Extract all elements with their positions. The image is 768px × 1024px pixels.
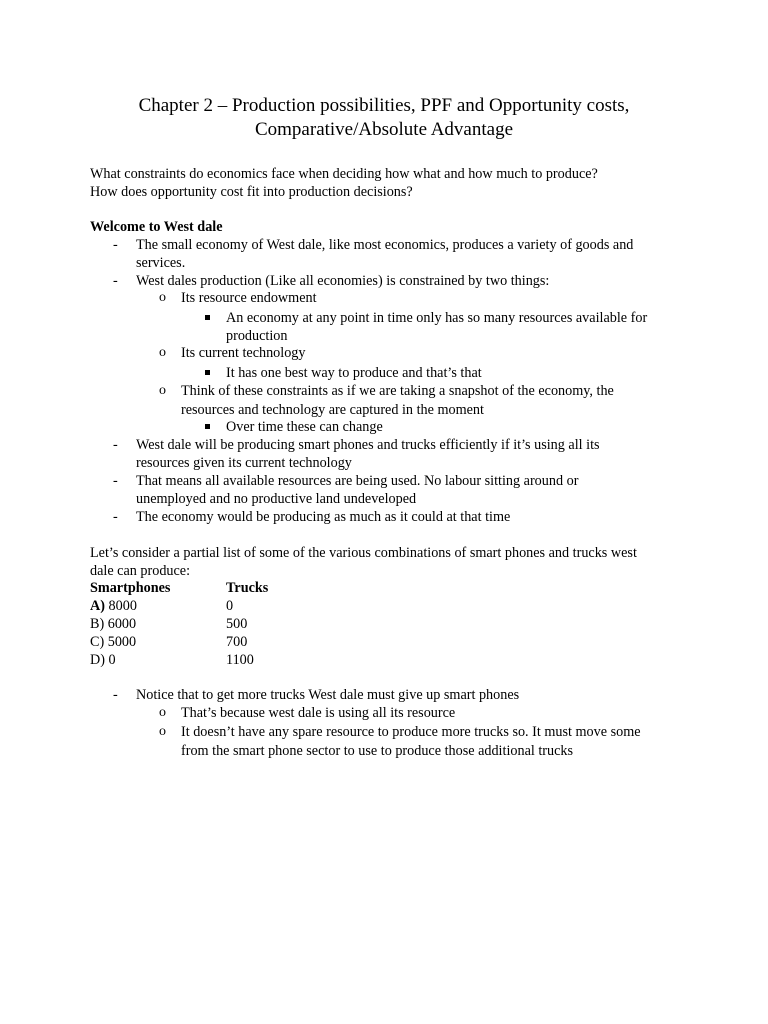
bullet-text: The small economy of West dale, like most economics, produces a variety of goods and: [136, 237, 634, 253]
circle-bullet: o: [159, 724, 166, 739]
row-smartphones: 0: [108, 652, 116, 668]
table-header-trucks: Trucks: [226, 580, 269, 596]
sub-bullet-text: Its resource endowment: [181, 290, 317, 306]
row-smartphones: 6000: [107, 616, 137, 632]
dash-bullet: -: [113, 273, 118, 289]
row-smartphones: 5000: [107, 634, 137, 650]
dash-bullet: -: [113, 237, 118, 253]
sub-bullet-text: Think of these constraints as if we are taking a snapshot of the economy, the: [181, 383, 614, 399]
square-bullet: [205, 424, 210, 429]
table-row: [90, 651, 116, 669]
sub-bullet-text: from the smart phone sector to use to produce those additional trucks: [181, 743, 574, 759]
page-title-line-1: Chapter 2 – Production possibilities, PPF and Opportunity costs,: [138, 95, 630, 116]
bullet-text: Notice that to get more trucks West dale must give up smart phones: [136, 687, 520, 703]
row-trucks: 0: [226, 598, 234, 614]
circle-bullet: o: [159, 290, 166, 305]
sub-bullet-text: Its current technology: [181, 345, 306, 361]
row-label: D): [90, 652, 105, 668]
combos-intro: dale can produce:: [90, 563, 191, 579]
square-bullet: [205, 370, 210, 375]
table-header-smartphones: Smartphones: [90, 580, 171, 596]
square-bullet: [205, 315, 210, 320]
bullet-text: resources given its current technology: [136, 455, 352, 471]
dash-bullet: -: [113, 473, 118, 489]
intro-question-1: What constraints do economics face when deciding how what and how much to produce?: [90, 166, 598, 182]
circle-bullet: o: [159, 705, 166, 720]
bullet-text: The economy would be producing as much as it could at that time: [136, 509, 511, 525]
intro-question-2: How does opportunity cost fit into production decisions?: [90, 184, 413, 200]
dash-bullet: -: [113, 437, 118, 453]
dash-bullet: -: [113, 509, 118, 525]
point-text: Over time these can change: [226, 419, 383, 435]
section-heading: Welcome to West dale: [90, 219, 223, 235]
combos-intro: Let’s consider a partial list of some of the various combinations of smart phones and trucks west: [90, 545, 637, 561]
page-title-line-2: Comparative/Absolute Advantage: [254, 119, 514, 140]
bullet-text: West dale will be producing smart phones and trucks efficiently if it’s using all its: [136, 437, 600, 453]
dash-bullet: -: [113, 687, 118, 703]
sub-bullet-text: resources and technology are captured in the moment: [181, 402, 484, 418]
circle-bullet: o: [159, 345, 166, 360]
bullet-text: That means all available resources are being used. No labour sitting around or: [136, 473, 579, 489]
row-trucks: 1100: [226, 652, 254, 668]
table-row: [90, 615, 136, 633]
bullet-text: unemployed and no productive land undeveloped: [136, 491, 417, 507]
point-text: It has one best way to produce and that’s that: [226, 365, 482, 381]
table-row: [90, 597, 137, 615]
table-row: [90, 633, 136, 651]
bullet-text: West dales production (Like all economies) is constrained by two things:: [136, 273, 550, 289]
circle-bullet: o: [159, 383, 166, 398]
sub-bullet-text: It doesn’t have any spare resource to produce more trucks so. It must move some: [181, 724, 641, 740]
row-label: A): [90, 598, 105, 614]
bullet-text: services.: [136, 255, 186, 271]
row-trucks: 500: [226, 616, 248, 632]
row-label: B): [90, 616, 105, 632]
sub-bullet-text: That’s because west dale is using all its resource: [181, 705, 456, 721]
point-text: An economy at any point in time only has so many resources available for: [226, 310, 648, 326]
row-trucks: 700: [226, 634, 248, 650]
row-label: C): [90, 634, 105, 650]
point-text: production: [226, 328, 288, 344]
row-smartphones: 8000: [108, 598, 137, 614]
